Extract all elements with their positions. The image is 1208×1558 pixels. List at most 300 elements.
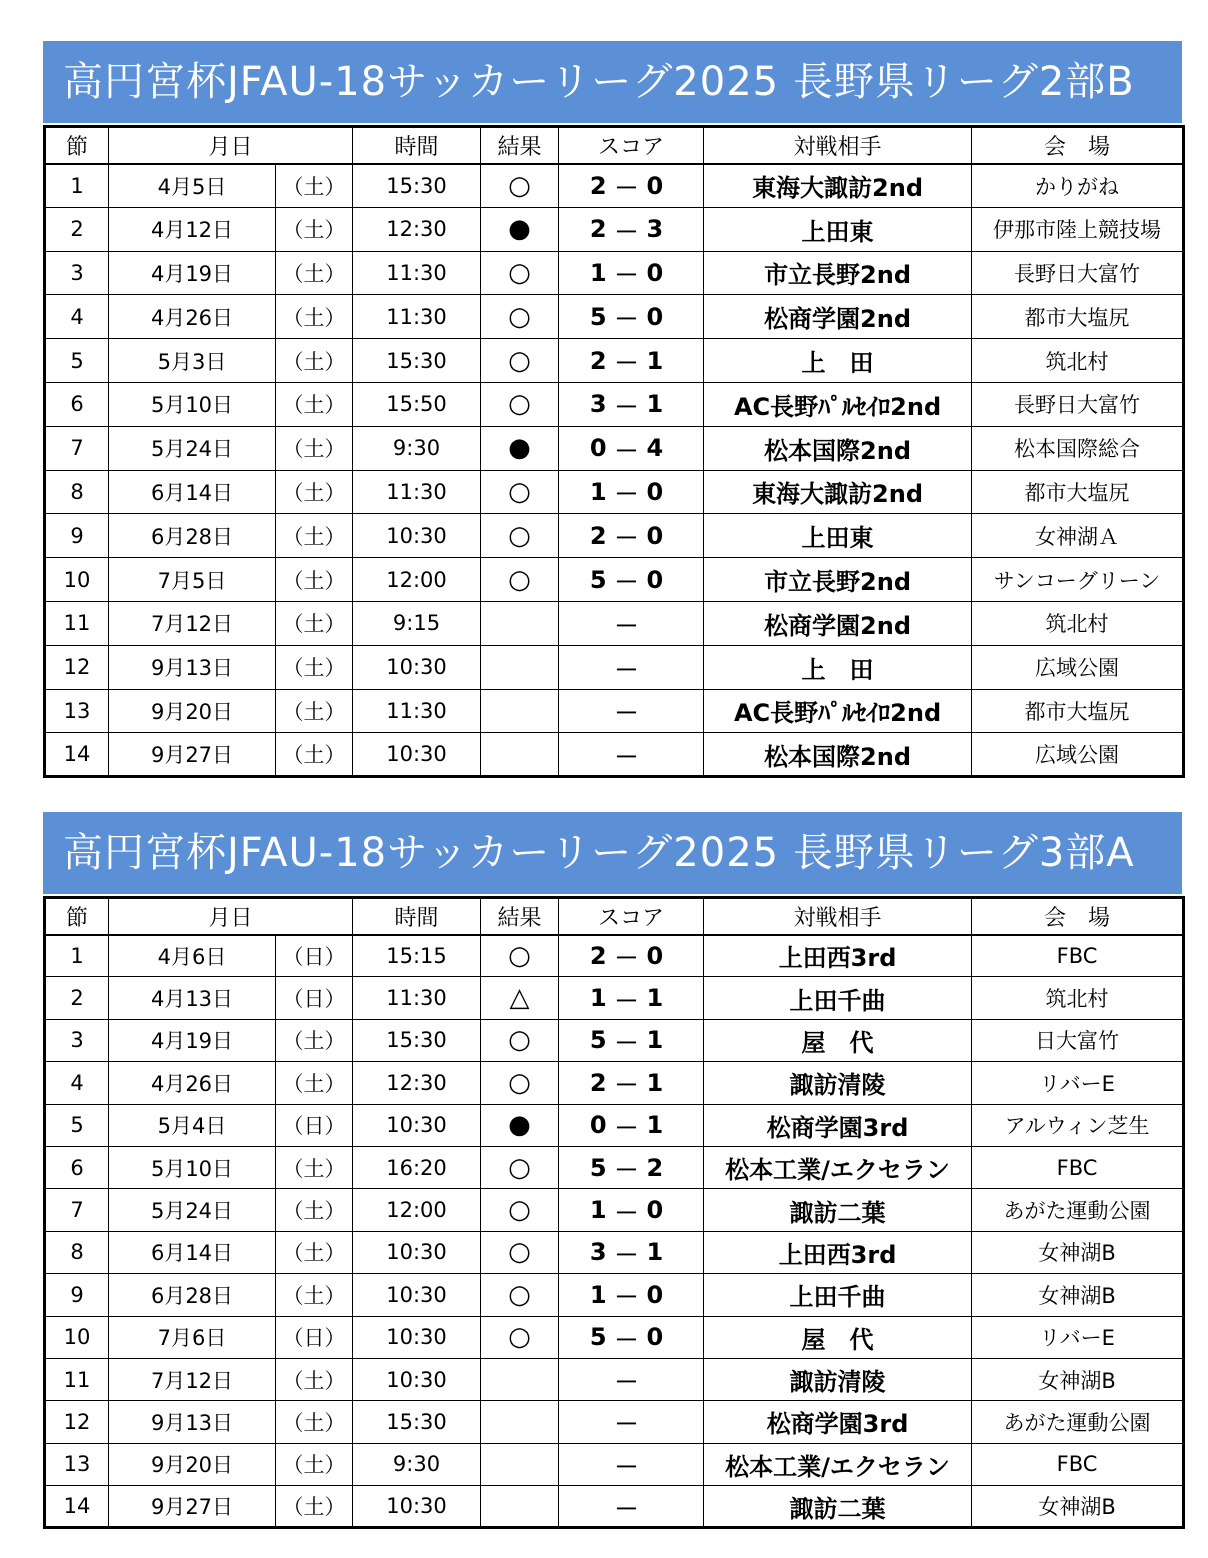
- venue-cell: FBC: [972, 935, 1184, 977]
- date-cell: 5月3日: [109, 339, 276, 383]
- venue-cell: 都市大塩尻: [972, 470, 1184, 514]
- table-row: [45, 382, 1184, 426]
- result-cell: ○: [481, 1316, 559, 1358]
- result-cell: △: [481, 977, 559, 1019]
- score-separator: －: [607, 558, 647, 602]
- round-cell: 5: [45, 1104, 109, 1146]
- score-home-cell: [559, 1358, 607, 1400]
- score-separator: －: [607, 601, 647, 645]
- opponent-cell: 諏訪二葉: [704, 1189, 972, 1231]
- score-away-cell: 0: [647, 1274, 704, 1316]
- venue-cell: 都市大塩尻: [972, 295, 1184, 339]
- weekday-cell: （日）: [276, 1316, 353, 1358]
- time-cell: 11:30: [353, 470, 481, 514]
- opponent-cell: 松本国際2nd: [704, 733, 972, 777]
- round-cell: 5: [45, 339, 109, 383]
- score-home-cell: [559, 689, 607, 733]
- opponent-cell: 市立長野2nd: [704, 251, 972, 295]
- score-away-cell: 0: [647, 558, 704, 602]
- weekday-cell: （土）: [276, 339, 353, 383]
- time-cell: 12:00: [353, 1189, 481, 1231]
- result-cell: ○: [481, 935, 559, 977]
- result-cell: ○: [481, 164, 559, 208]
- score-away-cell: [647, 1443, 704, 1485]
- round-cell: 1: [45, 935, 109, 977]
- date-cell: 4月19日: [109, 1019, 276, 1061]
- score-away-cell: [647, 601, 704, 645]
- date-cell: 6月28日: [109, 1274, 276, 1316]
- weekday-cell: （土）: [276, 645, 353, 689]
- time-cell: 10:30: [353, 645, 481, 689]
- time-cell: 10:30: [353, 514, 481, 558]
- header-result: 結果: [481, 127, 559, 164]
- time-cell: 15:15: [353, 935, 481, 977]
- round-cell: 6: [45, 382, 109, 426]
- round-cell: 9: [45, 1274, 109, 1316]
- result-cell: ○: [481, 1189, 559, 1231]
- opponent-cell: 諏訪清陵: [704, 1062, 972, 1104]
- score-home-cell: 2: [559, 339, 607, 383]
- header-time: 時間: [353, 127, 481, 164]
- time-cell: 15:30: [353, 339, 481, 383]
- score-separator: －: [607, 689, 647, 733]
- result-cell: ○: [481, 339, 559, 383]
- time-cell: 10:30: [353, 1231, 481, 1273]
- result-cell: ○: [481, 470, 559, 514]
- round-cell: 2: [45, 977, 109, 1019]
- venue-cell: 広域公園: [972, 645, 1184, 689]
- time-cell: 12:00: [353, 558, 481, 602]
- round-cell: 8: [45, 1231, 109, 1273]
- time-cell: 12:30: [353, 1062, 481, 1104]
- score-separator: －: [607, 1316, 647, 1358]
- score-home-cell: 3: [559, 382, 607, 426]
- score-separator: －: [607, 1274, 647, 1316]
- venue-cell: 女神湖B: [972, 1231, 1184, 1273]
- weekday-cell: （土）: [276, 1189, 353, 1231]
- weekday-cell: （土）: [276, 1443, 353, 1485]
- score-away-cell: 3: [647, 207, 704, 251]
- result-cell: [481, 1443, 559, 1485]
- round-cell: 7: [45, 426, 109, 470]
- header-score: スコア: [559, 898, 704, 935]
- schedule-table: [43, 125, 1185, 778]
- score-separator: －: [607, 251, 647, 295]
- score-away-cell: [647, 645, 704, 689]
- weekday-cell: （土）: [276, 689, 353, 733]
- date-cell: 7月5日: [109, 558, 276, 602]
- score-away-cell: 0: [647, 514, 704, 558]
- round-cell: 6: [45, 1146, 109, 1188]
- opponent-cell: 上 田: [704, 339, 972, 383]
- league-3a-section: [43, 812, 1182, 1529]
- score-home-cell: 2: [559, 935, 607, 977]
- date-cell: 9月27日: [109, 733, 276, 777]
- result-cell: [481, 689, 559, 733]
- round-cell: 11: [45, 1358, 109, 1400]
- result-cell: [481, 1486, 559, 1528]
- result-cell: [481, 1358, 559, 1400]
- score-home-cell: 1: [559, 470, 607, 514]
- score-home-cell: 5: [559, 558, 607, 602]
- result-cell: [481, 601, 559, 645]
- venue-cell: 松本国際総合: [972, 426, 1184, 470]
- result-cell: ○: [481, 1146, 559, 1188]
- header-opponent: 対戦相手: [704, 127, 972, 164]
- opponent-cell: 屋 代: [704, 1019, 972, 1061]
- date-cell: 4月5日: [109, 164, 276, 208]
- result-cell: ○: [481, 514, 559, 558]
- weekday-cell: （土）: [276, 382, 353, 426]
- opponent-cell: 諏訪二葉: [704, 1486, 972, 1528]
- venue-cell: 伊那市陸上競技場: [972, 207, 1184, 251]
- venue-cell: かりがね: [972, 164, 1184, 208]
- header-venue: 会 場: [972, 127, 1184, 164]
- date-cell: 5月10日: [109, 382, 276, 426]
- score-separator: －: [607, 1401, 647, 1443]
- score-home-cell: 3: [559, 1231, 607, 1273]
- table-row: [45, 601, 1184, 645]
- venue-cell: アルウィン芝生: [972, 1104, 1184, 1146]
- venue-cell: サンコーグリーン: [972, 558, 1184, 602]
- score-away-cell: [647, 733, 704, 777]
- date-cell: 9月20日: [109, 1443, 276, 1485]
- round-cell: 13: [45, 689, 109, 733]
- venue-cell: リバーE: [972, 1316, 1184, 1358]
- table-header-row: [45, 898, 1184, 935]
- score-separator: －: [607, 1486, 647, 1528]
- score-away-cell: 0: [647, 1189, 704, 1231]
- weekday-cell: （土）: [276, 1401, 353, 1443]
- venue-cell: あがた運動公園: [972, 1401, 1184, 1443]
- opponent-cell: 上田東: [704, 207, 972, 251]
- score-away-cell: [647, 1401, 704, 1443]
- weekday-cell: （土）: [276, 251, 353, 295]
- result-cell: ○: [481, 382, 559, 426]
- round-cell: 9: [45, 514, 109, 558]
- score-home-cell: [559, 733, 607, 777]
- result-cell: ●: [481, 207, 559, 251]
- time-cell: 10:30: [353, 1486, 481, 1528]
- round-cell: 1: [45, 164, 109, 208]
- result-cell: [481, 733, 559, 777]
- table-row: [45, 295, 1184, 339]
- result-cell: [481, 645, 559, 689]
- score-home-cell: 1: [559, 1274, 607, 1316]
- score-away-cell: 1: [647, 977, 704, 1019]
- opponent-cell: 松本工業/エクセラン: [704, 1146, 972, 1188]
- weekday-cell: （土）: [276, 558, 353, 602]
- date-cell: 4月26日: [109, 1062, 276, 1104]
- date-cell: 5月4日: [109, 1104, 276, 1146]
- time-cell: 12:30: [353, 207, 481, 251]
- time-cell: 11:30: [353, 977, 481, 1019]
- weekday-cell: （土）: [276, 1274, 353, 1316]
- weekday-cell: （土）: [276, 1146, 353, 1188]
- venue-cell: リバーE: [972, 1062, 1184, 1104]
- table-row: [45, 1189, 1184, 1231]
- table-row: [45, 977, 1184, 1019]
- weekday-cell: （日）: [276, 935, 353, 977]
- date-cell: 5月10日: [109, 1146, 276, 1188]
- opponent-cell: 松本工業/エクセラン: [704, 1443, 972, 1485]
- opponent-cell: 東海大諏訪2nd: [704, 164, 972, 208]
- score-away-cell: 0: [647, 251, 704, 295]
- round-cell: 3: [45, 1019, 109, 1061]
- time-cell: 10:30: [353, 1104, 481, 1146]
- opponent-cell: 松商学園3rd: [704, 1401, 972, 1443]
- table-row: [45, 558, 1184, 602]
- league-title: 高円宮杯JFAU-18サッカーリーグ2025 長野県リーグ2部B: [43, 41, 1182, 123]
- score-home-cell: 5: [559, 1316, 607, 1358]
- score-away-cell: 1: [647, 1231, 704, 1273]
- weekday-cell: （土）: [276, 207, 353, 251]
- score-home-cell: 2: [559, 1062, 607, 1104]
- opponent-cell: 上田東: [704, 514, 972, 558]
- venue-cell: 筑北村: [972, 339, 1184, 383]
- score-separator: －: [607, 295, 647, 339]
- venue-cell: 女神湖B: [972, 1486, 1184, 1528]
- venue-cell: 長野日大富竹: [972, 382, 1184, 426]
- weekday-cell: （土）: [276, 470, 353, 514]
- venue-cell: FBC: [972, 1443, 1184, 1485]
- time-cell: 11:30: [353, 689, 481, 733]
- score-separator: －: [607, 1189, 647, 1231]
- weekday-cell: （土）: [276, 1358, 353, 1400]
- date-cell: 4月26日: [109, 295, 276, 339]
- score-home-cell: 2: [559, 514, 607, 558]
- time-cell: 10:30: [353, 1316, 481, 1358]
- date-cell: 7月12日: [109, 601, 276, 645]
- result-cell: ○: [481, 251, 559, 295]
- score-separator: －: [607, 1443, 647, 1485]
- league-2b-section: [43, 41, 1182, 778]
- score-away-cell: 2: [647, 1146, 704, 1188]
- table-row: [45, 164, 1184, 208]
- time-cell: 9:30: [353, 426, 481, 470]
- round-cell: 13: [45, 1443, 109, 1485]
- date-cell: 4月13日: [109, 977, 276, 1019]
- table-row: [45, 1146, 1184, 1188]
- round-cell: 14: [45, 733, 109, 777]
- opponent-cell: 東海大諏訪2nd: [704, 470, 972, 514]
- table-row: [45, 689, 1184, 733]
- table-row: [45, 339, 1184, 383]
- score-separator: －: [607, 645, 647, 689]
- header-score: スコア: [559, 127, 704, 164]
- opponent-cell: 上田西3rd: [704, 1231, 972, 1273]
- score-home-cell: [559, 1401, 607, 1443]
- weekday-cell: （日）: [276, 977, 353, 1019]
- table-row: [45, 1316, 1184, 1358]
- time-cell: 15:30: [353, 1401, 481, 1443]
- score-away-cell: 0: [647, 470, 704, 514]
- score-separator: －: [607, 514, 647, 558]
- venue-cell: 筑北村: [972, 977, 1184, 1019]
- weekday-cell: （土）: [276, 295, 353, 339]
- header-result: 結果: [481, 898, 559, 935]
- opponent-cell: 屋 代: [704, 1316, 972, 1358]
- league-title: 高円宮杯JFAU-18サッカーリーグ2025 長野県リーグ3部A: [43, 812, 1182, 894]
- venue-cell: あがた運動公園: [972, 1189, 1184, 1231]
- score-away-cell: 1: [647, 339, 704, 383]
- score-away-cell: [647, 1486, 704, 1528]
- score-separator: －: [607, 1104, 647, 1146]
- venue-cell: 日大富竹: [972, 1019, 1184, 1061]
- venue-cell: 長野日大富竹: [972, 251, 1184, 295]
- table-row: [45, 1401, 1184, 1443]
- score-away-cell: [647, 1358, 704, 1400]
- score-separator: －: [607, 1358, 647, 1400]
- score-separator: －: [607, 977, 647, 1019]
- round-cell: 11: [45, 601, 109, 645]
- score-away-cell: 4: [647, 426, 704, 470]
- score-separator: －: [607, 382, 647, 426]
- result-cell: ○: [481, 1231, 559, 1273]
- score-home-cell: 5: [559, 1019, 607, 1061]
- score-away-cell: 1: [647, 1104, 704, 1146]
- date-cell: 5月24日: [109, 426, 276, 470]
- score-away-cell: 1: [647, 1019, 704, 1061]
- round-cell: 4: [45, 295, 109, 339]
- score-away-cell: 0: [647, 164, 704, 208]
- table-row: [45, 1062, 1184, 1104]
- date-cell: 9月20日: [109, 689, 276, 733]
- venue-cell: 都市大塩尻: [972, 689, 1184, 733]
- table-row: [45, 426, 1184, 470]
- venue-cell: 女神湖B: [972, 1274, 1184, 1316]
- round-cell: 12: [45, 645, 109, 689]
- result-cell: ●: [481, 1104, 559, 1146]
- score-separator: －: [607, 733, 647, 777]
- date-cell: 7月6日: [109, 1316, 276, 1358]
- score-home-cell: 5: [559, 295, 607, 339]
- result-cell: ●: [481, 426, 559, 470]
- date-cell: 6月14日: [109, 1231, 276, 1273]
- score-separator: －: [607, 935, 647, 977]
- score-separator: －: [607, 1062, 647, 1104]
- score-separator: －: [607, 1231, 647, 1273]
- venue-cell: 広域公園: [972, 733, 1184, 777]
- table-row: [45, 1019, 1184, 1061]
- table-row: [45, 1274, 1184, 1316]
- time-cell: 10:30: [353, 733, 481, 777]
- table-row: [45, 470, 1184, 514]
- weekday-cell: （土）: [276, 1231, 353, 1273]
- weekday-cell: （土）: [276, 601, 353, 645]
- header-opponent: 対戦相手: [704, 898, 972, 935]
- date-cell: 4月12日: [109, 207, 276, 251]
- score-away-cell: 1: [647, 1062, 704, 1104]
- venue-cell: 筑北村: [972, 601, 1184, 645]
- result-cell: ○: [481, 558, 559, 602]
- time-cell: 15:30: [353, 164, 481, 208]
- result-cell: ○: [481, 1062, 559, 1104]
- weekday-cell: （日）: [276, 1104, 353, 1146]
- header-venue: 会 場: [972, 898, 1184, 935]
- time-cell: 10:30: [353, 1358, 481, 1400]
- opponent-cell: 松商学園2nd: [704, 295, 972, 339]
- time-cell: 10:30: [353, 1274, 481, 1316]
- round-cell: 10: [45, 558, 109, 602]
- table-row: [45, 935, 1184, 977]
- venue-cell: FBC: [972, 1146, 1184, 1188]
- result-cell: ○: [481, 1274, 559, 1316]
- opponent-cell: 松本国際2nd: [704, 426, 972, 470]
- score-home-cell: 0: [559, 426, 607, 470]
- score-separator: －: [607, 470, 647, 514]
- round-cell: 14: [45, 1486, 109, 1528]
- weekday-cell: （土）: [276, 1019, 353, 1061]
- score-home-cell: [559, 601, 607, 645]
- score-separator: －: [607, 426, 647, 470]
- time-cell: 9:15: [353, 601, 481, 645]
- table-row: [45, 514, 1184, 558]
- round-cell: 10: [45, 1316, 109, 1358]
- time-cell: 11:30: [353, 295, 481, 339]
- header-time: 時間: [353, 898, 481, 935]
- score-away-cell: 0: [647, 1316, 704, 1358]
- date-cell: 9月13日: [109, 645, 276, 689]
- table-row: [45, 1486, 1184, 1528]
- result-cell: ○: [481, 295, 559, 339]
- date-cell: 9月27日: [109, 1486, 276, 1528]
- table-row: [45, 207, 1184, 251]
- score-separator: －: [607, 164, 647, 208]
- date-cell: 4月19日: [109, 251, 276, 295]
- weekday-cell: （土）: [276, 1062, 353, 1104]
- schedule-table: [43, 896, 1185, 1529]
- opponent-cell: 上 田: [704, 645, 972, 689]
- round-cell: 3: [45, 251, 109, 295]
- table-row: [45, 645, 1184, 689]
- opponent-cell: 上田千曲: [704, 977, 972, 1019]
- table-row: [45, 733, 1184, 777]
- table-row: [45, 251, 1184, 295]
- score-away-cell: [647, 689, 704, 733]
- venue-cell: 女神湖Ａ: [972, 514, 1184, 558]
- header-round: 節: [45, 127, 109, 164]
- opponent-cell: 松商学園2nd: [704, 601, 972, 645]
- score-home-cell: 0: [559, 1104, 607, 1146]
- result-cell: ○: [481, 1019, 559, 1061]
- round-cell: 12: [45, 1401, 109, 1443]
- round-cell: 7: [45, 1189, 109, 1231]
- opponent-cell: 諏訪清陵: [704, 1358, 972, 1400]
- score-separator: －: [607, 207, 647, 251]
- score-home-cell: 1: [559, 977, 607, 1019]
- time-cell: 16:20: [353, 1146, 481, 1188]
- time-cell: 9:30: [353, 1443, 481, 1485]
- score-home-cell: [559, 1486, 607, 1528]
- opponent-cell: 市立長野2nd: [704, 558, 972, 602]
- date-cell: 4月6日: [109, 935, 276, 977]
- header-round: 節: [45, 898, 109, 935]
- time-cell: 11:30: [353, 251, 481, 295]
- score-away-cell: 0: [647, 295, 704, 339]
- weekday-cell: （土）: [276, 733, 353, 777]
- score-away-cell: 0: [647, 935, 704, 977]
- opponent-cell: AC長野ﾊﾟﾙｾｲﾛ2nd: [704, 689, 972, 733]
- time-cell: 15:50: [353, 382, 481, 426]
- time-cell: 15:30: [353, 1019, 481, 1061]
- score-separator: －: [607, 1146, 647, 1188]
- score-home-cell: 1: [559, 1189, 607, 1231]
- table-row: [45, 1104, 1184, 1146]
- score-home-cell: 1: [559, 251, 607, 295]
- venue-cell: 女神湖B: [972, 1358, 1184, 1400]
- date-cell: 5月24日: [109, 1189, 276, 1231]
